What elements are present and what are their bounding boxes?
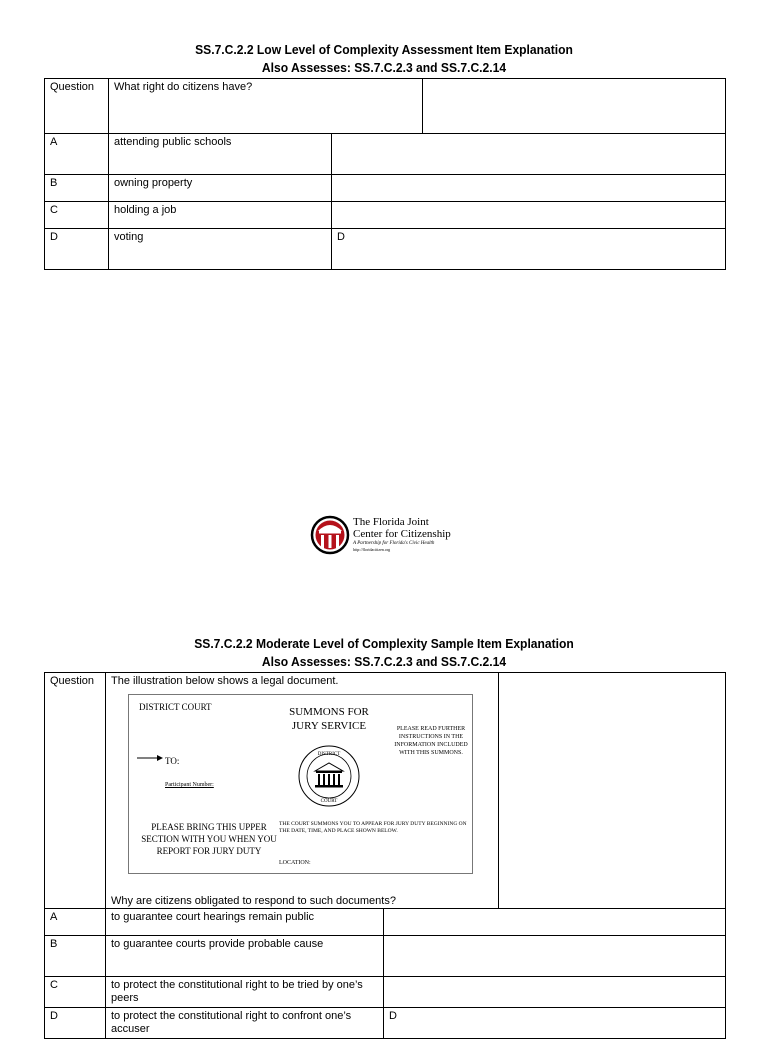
option-text: to protect the constitutional right to confront one’s accuser <box>106 1008 384 1039</box>
question-text: Why are citizens obligated to respond to such documents? <box>111 895 396 907</box>
summons-location: LOCATION: <box>279 860 311 866</box>
section1-title: SS.7.C.2.2 Low Level of Complexity Assessment Item Explanation <box>195 42 573 57</box>
option-text: holding a job <box>109 202 332 229</box>
summons-title: SUMMONS FOR JURY SERVICE <box>289 706 369 732</box>
option-note <box>332 202 726 229</box>
option-letter: A <box>45 909 106 936</box>
option-letter: B <box>45 936 106 977</box>
option-note: D <box>384 1008 726 1039</box>
option-letter: A <box>45 134 109 175</box>
option-letter: B <box>45 175 109 202</box>
summons-bring-note: PLEASE BRING THIS UPPER SECTION WITH YOU WHEN YOU REPORT FOR JURY DUTY <box>141 822 277 856</box>
logo-line2: Center for Citizenship <box>353 528 451 540</box>
seal-bottom-text: COURT <box>320 799 338 804</box>
logo-tagline: A Partnership for Florida's Civic Health <box>353 541 435 546</box>
option-text: attending public schools <box>109 134 332 175</box>
option-note <box>384 977 726 1008</box>
arrow-right-icon <box>137 753 163 763</box>
question-text: What right do citizens have? <box>109 79 423 134</box>
option-note <box>332 175 726 202</box>
jury-summons-document <box>128 694 473 874</box>
question-intro: The illustration below shows a legal document. <box>111 675 339 687</box>
summons-to: TO: <box>165 756 180 766</box>
option-note <box>332 134 726 175</box>
logo-line1: The Florida Joint <box>353 516 429 528</box>
option-note: D <box>332 229 726 270</box>
question-cell <box>106 673 499 909</box>
section2-table <box>44 672 726 1039</box>
summons-district: DISTRICT COURT <box>139 702 212 712</box>
option-letter: C <box>45 202 109 229</box>
section1-table <box>44 78 726 270</box>
option-note <box>384 936 726 977</box>
florida-joint-center-logo <box>310 513 470 561</box>
court-seal-icon <box>297 743 361 809</box>
section2-title: SS.7.C.2.2 Moderate Level of Complexity Sample Item Explanation <box>194 636 574 651</box>
section1-subtitle: Also Assesses: SS.7.C.2.3 and SS.7.C.2.14 <box>261 60 507 75</box>
option-note <box>384 909 726 936</box>
seal-top-text: DISTRICT <box>317 752 341 757</box>
option-letter: D <box>45 229 109 270</box>
option-text: to guarantee court hearings remain public <box>106 909 384 936</box>
option-text: to guarantee courts provide probable cause <box>106 936 384 977</box>
question-label: Question <box>45 79 109 134</box>
summons-read-note: PLEASE READ FURTHER INSTRUCTIONS IN THE INFORMATION INCLUDED WITH THIS SUMMONS. <box>394 726 468 756</box>
question-notes <box>423 79 726 134</box>
question-label: Question <box>45 673 106 909</box>
option-text: owning property <box>109 175 332 202</box>
summons-participant: Participant Number: <box>165 782 214 788</box>
option-text: voting <box>109 229 332 270</box>
section2-subtitle: Also Assesses: SS.7.C.2.3 and SS.7.C.2.14 <box>261 654 507 669</box>
option-letter: C <box>45 977 106 1008</box>
option-letter: D <box>45 1008 106 1039</box>
summons-court-text: THE COURT SUMMONS YOU TO APPEAR FOR JURY DUTY BEGINNING ON THE DATE, TIME, AND PLACE SHOWN BELOW. <box>279 821 467 834</box>
logo-url: http://floridacitizen.org <box>353 547 391 552</box>
question-notes <box>499 673 726 909</box>
option-text: to protect the constitutional right to be tried by one’s peers <box>106 977 384 1008</box>
capitol-icon <box>310 513 350 557</box>
